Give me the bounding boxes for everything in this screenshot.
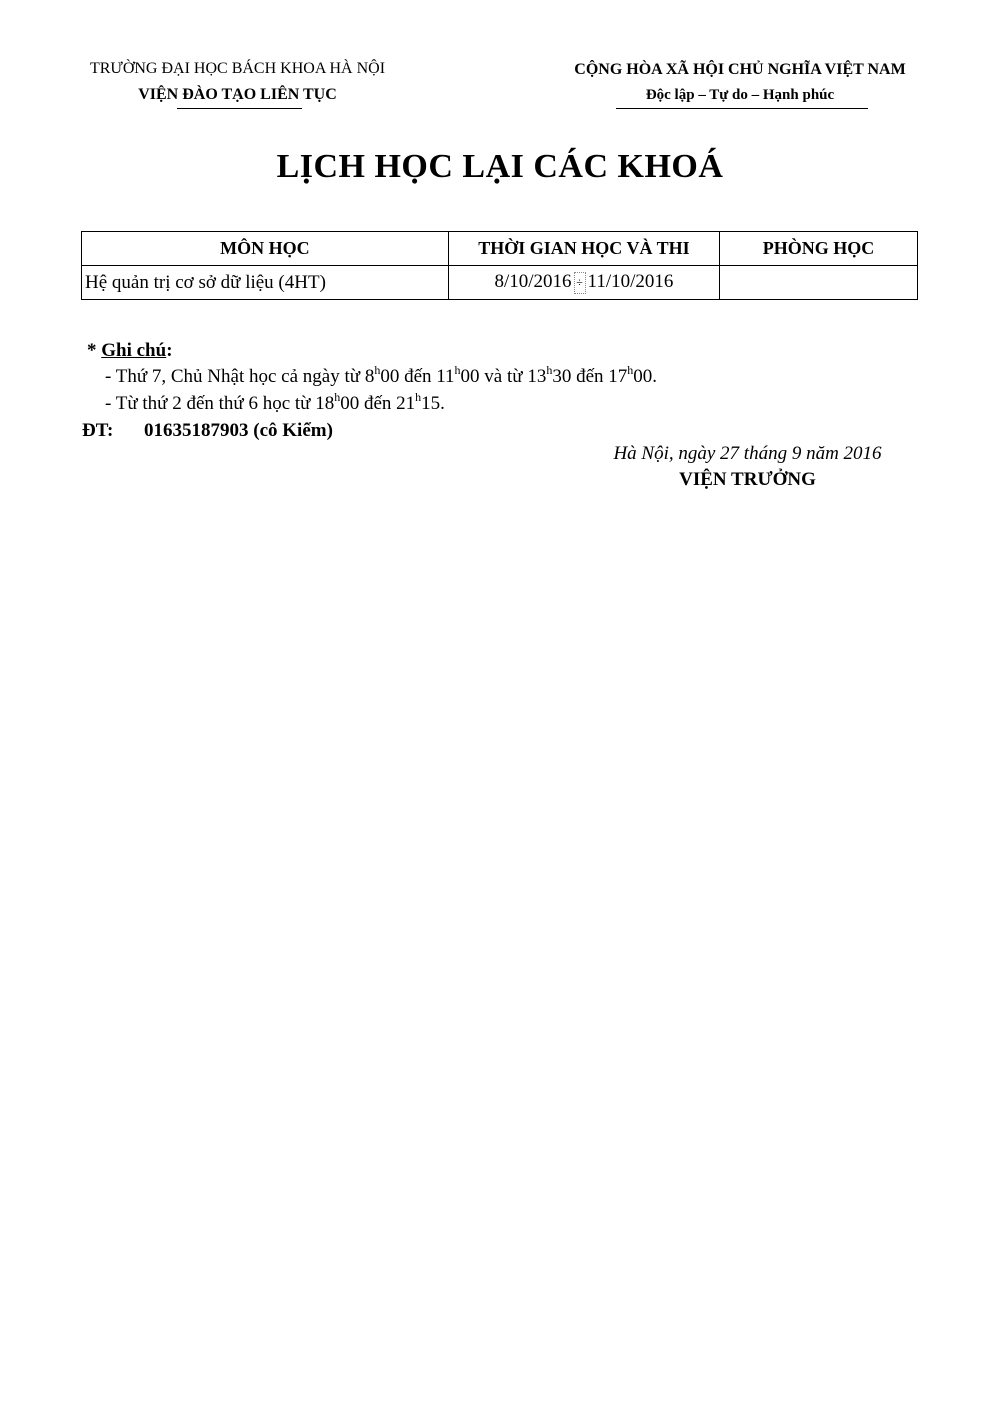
time-start: 8/10/2016 [494,271,572,293]
note-text: và từ [479,366,528,387]
document-title: LỊCH HỌC LẠI CÁC KHOÁ [276,148,724,185]
hour-mark: h [627,363,634,377]
contact-line [82,420,333,442]
note-text: - Thứ 7, Chủ Nhật học cả ngày từ [105,366,365,387]
institution-name: TRƯỜNG ĐẠI HỌC BÁCH KHOA HÀ NỘI [89,60,386,77]
cell-room [720,266,918,300]
header-room: PHÒNG HỌC [720,232,918,266]
table-header-row [82,232,918,266]
time-minute: 30 [552,366,572,387]
time-minute: 00 [633,366,653,387]
motto-underline [616,108,868,109]
note-weekday [105,390,445,415]
contact-phone: 01635187903 (cô Kiểm) [144,420,333,441]
notes-heading-text: Ghi chú [101,340,167,361]
note-text: . [652,366,657,387]
header-time: THỜI GIAN HỌC VÀ THI [448,232,719,266]
note-text: . [440,393,445,414]
cell-time [448,266,719,300]
time-hour: 17 [608,366,628,387]
cell-subject: Hệ quản trị cơ sở dữ liệu (4HT) [82,266,449,300]
hour-mark: h [546,363,553,377]
note-text: đến [359,393,397,414]
hour-mark: h [454,363,461,377]
contact-label: ĐT: [82,420,114,441]
note-text: - Từ thứ 2 đến thứ 6 học từ [105,393,316,414]
department-underline [177,108,302,109]
note-text: đến [571,366,609,387]
time-minute: 00 [340,393,360,414]
time-hour: 8 [364,366,375,387]
time-separator: ÷ [574,272,586,294]
signature-title: VIỆN TRƯỞNG [679,469,816,490]
schedule-table [81,231,918,300]
hour-mark: h [334,390,341,404]
time-hour: 21 [396,393,416,414]
time-minute: 00 [460,366,480,387]
hour-mark: h [415,390,422,404]
signature-date: Hà Nội, ngày 27 tháng 9 năm 2016 [613,443,882,464]
note-weekend [105,363,657,388]
time-minute: 15 [421,393,441,414]
department-name: VIỆN ĐÀO TẠO LIÊN TỤC [138,86,337,103]
hour-mark: h [374,363,381,377]
notes-heading [87,340,173,362]
header-subject: MÔN HỌC [82,232,449,266]
notes-marker: * [87,340,97,361]
national-motto: Độc lập – Tự do – Hạnh phúc [645,87,835,103]
time-minute: 00 [380,366,400,387]
time-hour: 18 [315,393,335,414]
note-text: đến [399,366,437,387]
time-hour: 13 [527,366,547,387]
national-title: CỘNG HÒA XÃ HỘI CHỦ NGHĨA VIỆT NAM [574,61,906,78]
notes-heading-colon: : [166,340,173,361]
table-row [82,266,918,300]
time-hour: 11 [436,366,455,387]
time-end: 11/10/2016 [587,271,674,293]
